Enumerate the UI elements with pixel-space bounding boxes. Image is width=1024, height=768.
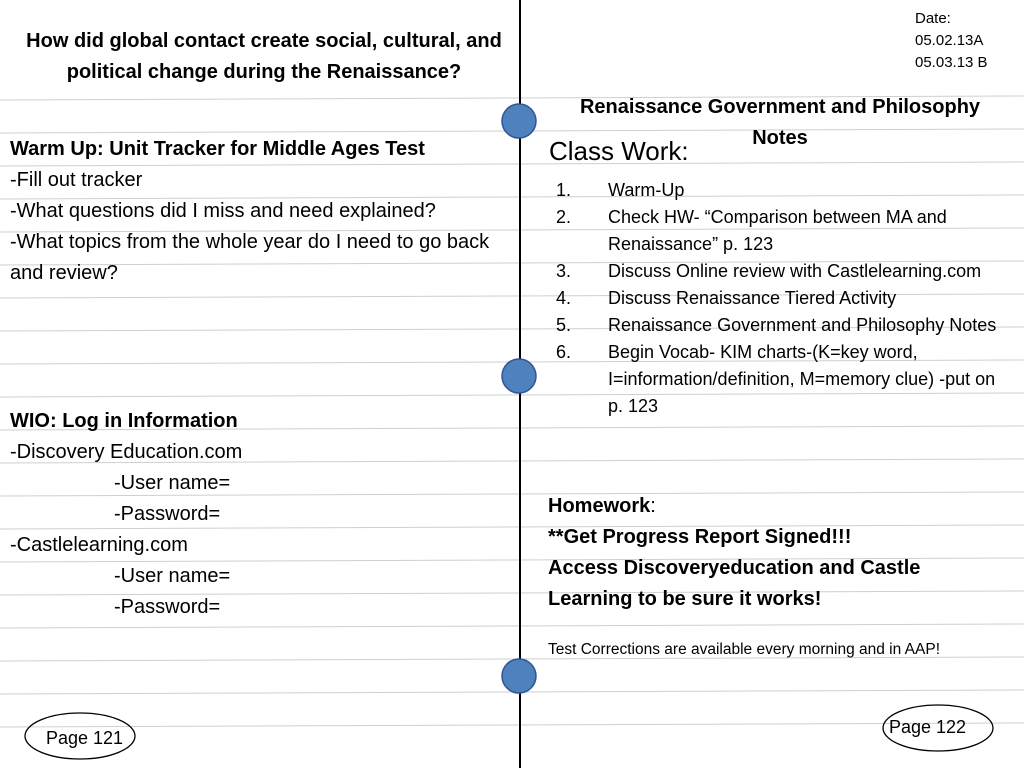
- wio-castle: -Castlelearning.com: [10, 534, 188, 556]
- class-work-item: [556, 312, 1006, 339]
- warm-up-heading: Warm Up: Unit Tracker for Middle Ages Test: [10, 138, 425, 160]
- warm-up-line-2: -What questions did I miss and need explained?: [10, 200, 436, 222]
- date-label: Date:: [915, 10, 951, 27]
- class-work-item: [556, 285, 1006, 312]
- wio-section: [10, 406, 515, 623]
- wio-discovery-password: -Password=: [114, 503, 221, 525]
- wio-castle-username: -User name=: [114, 565, 231, 587]
- item-number: 5.: [556, 315, 572, 335]
- test-corrections-note: Test Corrections are available every morning and in AAP!: [548, 641, 941, 658]
- class-work-list: [556, 177, 1006, 420]
- item-number: 1.: [556, 180, 572, 200]
- class-work-item: [556, 177, 1006, 204]
- item-text: Warm-Up: [608, 180, 685, 200]
- item-text: Check HW- “Comparison between MA and Renaissance” p. 123: [608, 207, 947, 254]
- item-number: 6.: [556, 342, 572, 362]
- homework-section: [548, 491, 1008, 615]
- class-work-heading: Class Work:: [549, 136, 689, 166]
- item-number: 3.: [556, 261, 572, 281]
- essential-question: How did global contact create social, cultural, and political change during the Renaissance?: [26, 30, 502, 83]
- homework-colon: :: [650, 495, 656, 517]
- item-number: 2.: [556, 207, 572, 227]
- homework-heading-row: [548, 491, 1008, 522]
- notes-title: Renaissance Government and Philosophy Notes: [579, 96, 981, 149]
- item-text: Begin Vocab- KIM charts-(K=key word, I=information/definition, M=memory clue) -put on p. 123: [608, 342, 996, 416]
- page-number-left: Page 121: [46, 728, 124, 748]
- class-work-item: [556, 339, 1006, 420]
- class-work-item: [556, 204, 1006, 258]
- binder-ring-middle: [502, 359, 536, 393]
- warm-up-section: [10, 134, 515, 289]
- item-text: Renaissance Government and Philosophy Notes: [608, 315, 997, 335]
- warm-up-line-1: -Fill out tracker: [10, 169, 143, 191]
- wio-heading: WIO: Log in Information: [10, 410, 238, 432]
- date-line-1: 05.02.13A: [915, 32, 984, 49]
- wio-discovery-username: -User name=: [114, 472, 231, 494]
- item-number: 4.: [556, 288, 572, 308]
- binder-ring-top: [502, 104, 536, 138]
- homework-line-2: Access Discoveryeducation and Castle Learning to be sure it works!: [548, 557, 921, 610]
- homework-heading: Homework: [548, 495, 651, 517]
- warm-up-line-3: -What topics from the whole year do I need to go back and review?: [10, 231, 490, 284]
- wio-discovery: -Discovery Education.com: [10, 441, 243, 463]
- date-block: [915, 8, 988, 74]
- date-line-2: 05.03.13 B: [915, 54, 988, 71]
- homework-line-1: **Get Progress Report Signed!!!: [548, 526, 852, 548]
- class-work-item: [556, 258, 1006, 285]
- item-text: Discuss Online review with Castlelearning.com: [608, 261, 982, 281]
- wio-castle-password: -Password=: [114, 596, 221, 618]
- binder-ring-bottom: [502, 659, 536, 693]
- item-text: Discuss Renaissance Tiered Activity: [608, 288, 897, 308]
- page-number-right: Page 122: [889, 717, 967, 737]
